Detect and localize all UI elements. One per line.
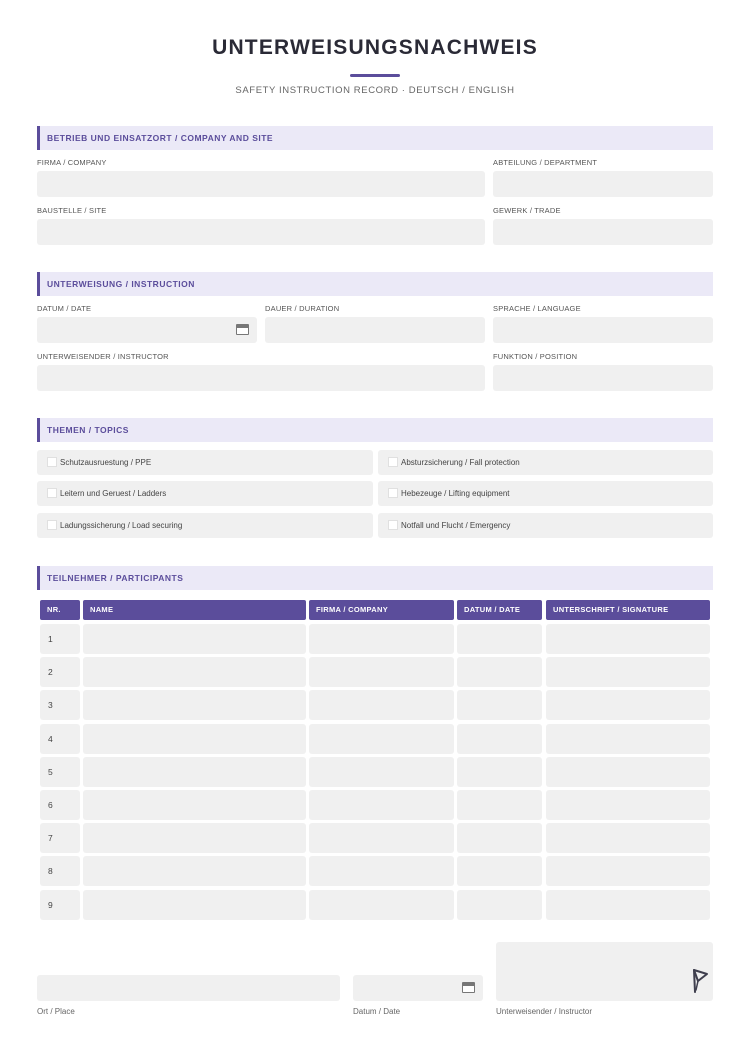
section-topics: [37, 418, 713, 442]
company-label: FIRMA / COMPANY: [37, 158, 107, 167]
trade-label: GEWERK / TRADE: [493, 206, 561, 215]
nr-cell: [40, 624, 80, 654]
column-header-signature: UNTERSCHRIFT / SIGNATURE: [546, 600, 710, 620]
signature-cell[interactable]: [546, 724, 710, 754]
row-number: 1: [48, 634, 53, 644]
date-cell[interactable]: [457, 724, 542, 754]
instructor-label: UNTERWEISENDER / INSTRUCTOR: [37, 352, 169, 361]
name-cell[interactable]: [83, 624, 306, 654]
nr-cell: [40, 690, 80, 720]
row-number: 8: [48, 866, 53, 876]
section-title: BETRIEB UND EINSATZORT / COMPANY AND SITE: [47, 133, 274, 143]
topic-label: Leitern und Geruest / Ladders: [60, 489, 167, 498]
company-cell[interactable]: [309, 624, 454, 654]
company-cell[interactable]: [309, 790, 454, 820]
date-cell[interactable]: [457, 890, 542, 920]
trade-field[interactable]: [493, 219, 713, 245]
section-title: THEMEN / TOPICS: [47, 425, 129, 435]
topic-checkbox[interactable]: [388, 488, 398, 498]
nr-cell: [40, 856, 80, 886]
site-field[interactable]: [37, 219, 485, 245]
company-cell[interactable]: [309, 690, 454, 720]
name-cell[interactable]: [83, 890, 306, 920]
topic-label: Schutzausruestung / PPE: [60, 458, 152, 467]
section-instruction: [37, 272, 713, 296]
date-field[interactable]: [37, 317, 257, 343]
language-field[interactable]: [493, 317, 713, 343]
department-field[interactable]: [493, 171, 713, 197]
name-cell[interactable]: [83, 757, 306, 787]
calendar-icon[interactable]: [236, 324, 249, 335]
department-label: ABTEILUNG / DEPARTMENT: [493, 158, 598, 167]
section-title: UNTERWEISUNG / INSTRUCTION: [47, 279, 195, 289]
section-participants: [37, 566, 713, 590]
topic-checkbox[interactable]: [388, 457, 398, 467]
column-header-company: FIRMA / COMPANY: [309, 600, 454, 620]
topic-item[interactable]: [378, 513, 713, 538]
column-header-name: NAME: [83, 600, 306, 620]
nr-cell: [40, 757, 80, 787]
nr-cell: [40, 657, 80, 687]
date-cell[interactable]: [457, 624, 542, 654]
topic-item[interactable]: [37, 513, 373, 538]
column-header-nr: NR.: [40, 600, 80, 620]
topic-label: Notfall und Flucht / Emergency: [401, 521, 511, 530]
position-field[interactable]: [493, 365, 713, 391]
calendar-icon[interactable]: [462, 982, 475, 993]
column-header-date: DATUM / DATE: [457, 600, 542, 620]
place-field[interactable]: [37, 975, 340, 1001]
topic-label: Ladungssicherung / Load securing: [60, 521, 183, 530]
date-cell[interactable]: [457, 757, 542, 787]
instructor-signature-label: Unterweisender / Instructor: [496, 1007, 593, 1016]
company-cell[interactable]: [309, 823, 454, 853]
date-cell[interactable]: [457, 790, 542, 820]
page-title: UNTERWEISUNGSNACHWEIS: [212, 36, 538, 59]
name-cell[interactable]: [83, 823, 306, 853]
topic-label: Hebezeuge / Lifting equipment: [401, 489, 510, 498]
topic-checkbox[interactable]: [388, 520, 398, 530]
row-number: 2: [48, 667, 53, 677]
topic-item[interactable]: [37, 450, 373, 475]
duration-label: DAUER / DURATION: [265, 304, 340, 313]
signature-cell[interactable]: [546, 823, 710, 853]
section-title: TEILNEHMER / PARTICIPANTS: [47, 573, 184, 583]
signature-cell[interactable]: [546, 890, 710, 920]
company-cell[interactable]: [309, 657, 454, 687]
company-cell[interactable]: [309, 890, 454, 920]
signature-cell[interactable]: [546, 856, 710, 886]
row-number: 3: [48, 700, 53, 710]
date-cell[interactable]: [457, 690, 542, 720]
position-label: FUNKTION / POSITION: [493, 352, 578, 361]
topic-checkbox[interactable]: [47, 520, 57, 530]
topic-item[interactable]: [378, 481, 713, 506]
nr-cell: [40, 790, 80, 820]
row-number: 9: [48, 900, 53, 910]
place-label: Ort / Place: [37, 1007, 75, 1016]
topic-item[interactable]: [378, 450, 713, 475]
instructor-field[interactable]: [37, 365, 485, 391]
row-number: 5: [48, 767, 53, 777]
date-label: DATUM / DATE: [37, 304, 92, 313]
footer-date-label: Datum / Date: [353, 1007, 401, 1016]
title-underline: [350, 74, 400, 77]
signature-cell[interactable]: [546, 690, 710, 720]
duration-field[interactable]: [265, 317, 485, 343]
topic-checkbox[interactable]: [47, 488, 57, 498]
company-field[interactable]: [37, 171, 485, 197]
signature-cell[interactable]: [546, 657, 710, 687]
topic-checkbox[interactable]: [47, 457, 57, 467]
date-cell[interactable]: [457, 823, 542, 853]
footer-date-field[interactable]: [353, 975, 483, 1001]
name-cell[interactable]: [83, 690, 306, 720]
language-label: SPRACHE / LANGUAGE: [493, 304, 581, 313]
signature-cell[interactable]: [546, 757, 710, 787]
name-cell[interactable]: [83, 856, 306, 886]
company-cell[interactable]: [309, 856, 454, 886]
page-subtitle: SAFETY INSTRUCTION RECORD · DEUTSCH / ENGLISH: [235, 85, 515, 96]
company-cell[interactable]: [309, 757, 454, 787]
name-cell[interactable]: [83, 657, 306, 687]
row-number: 7: [48, 833, 53, 843]
nr-cell: [40, 724, 80, 754]
date-cell[interactable]: [457, 856, 542, 886]
date-cell[interactable]: [457, 657, 542, 687]
signature-cell[interactable]: [546, 790, 710, 820]
row-number: 4: [48, 734, 53, 744]
instructor-signature-field[interactable]: [496, 942, 713, 1001]
row-number: 6: [48, 800, 53, 810]
site-label: BAUSTELLE / SITE: [37, 206, 107, 215]
pen-nib-icon: [692, 968, 709, 994]
signature-cell[interactable]: [546, 624, 710, 654]
topic-label: Absturzsicherung / Fall protection: [401, 458, 520, 467]
nr-cell: [40, 823, 80, 853]
name-cell[interactable]: [83, 790, 306, 820]
topic-item[interactable]: [37, 481, 373, 506]
nr-cell: [40, 890, 80, 920]
name-cell[interactable]: [83, 724, 306, 754]
section-company-site: [37, 126, 713, 150]
company-cell[interactable]: [309, 724, 454, 754]
